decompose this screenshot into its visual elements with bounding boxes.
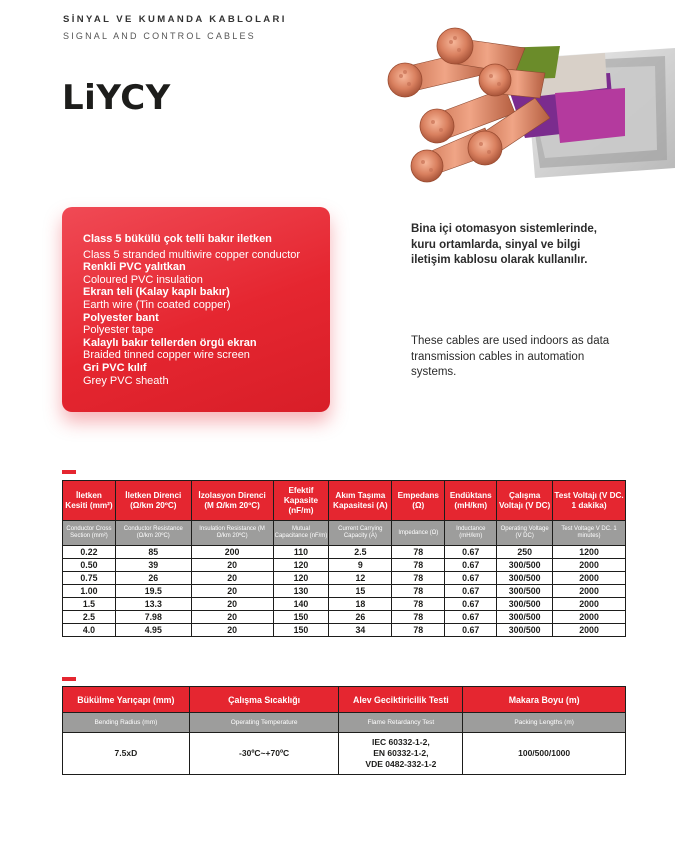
column-header: Efektif Kapasite (nF/m) [273, 481, 329, 521]
table-row [63, 624, 626, 637]
cable-illustration [375, 18, 675, 198]
column-header: Makara Boyu (m) [463, 687, 626, 713]
table-cell: 34 [329, 624, 392, 637]
feature-tr: Gri PVC kılıf [83, 361, 147, 374]
table-cell: 0.67 [445, 559, 497, 572]
column-subheader: Operating Voltage (V DC) [497, 521, 553, 546]
table-cell: 2000 [553, 572, 626, 585]
table-cell: 100/500/1000 [463, 733, 626, 775]
column-header: Test Voltajı (V DC. 1 dakika) [553, 481, 626, 521]
table-cell: 18 [329, 598, 392, 611]
table-cell: 12 [329, 572, 392, 585]
column-header: İzolasyon Direnci (M Ω/km 20ºC) [191, 481, 273, 521]
table-cell: IEC 60332-1-2, EN 60332-1-2, VDE 0482-332-1-2 [339, 733, 463, 775]
feature-tr: Renkli PVC yalıtkan [83, 261, 186, 274]
table-subheader-row [63, 521, 626, 546]
column-subheader: Packing Lengths (m) [463, 713, 626, 733]
table-cell: 140 [273, 598, 329, 611]
section-marker [62, 470, 76, 474]
column-subheader: Impedance (Ω) [392, 521, 445, 546]
table-cell: 2.5 [63, 611, 116, 624]
table-cell: 26 [115, 572, 191, 585]
section-marker [62, 677, 76, 681]
column-header: Alev Geciktiricilik Testi [339, 687, 463, 713]
column-header: İletken Direnci (Ω/km 20ºC) [115, 481, 191, 521]
feature-en: Braided tinned copper wire screen [83, 349, 250, 362]
table-cell: 300/500 [497, 559, 553, 572]
table-row [63, 546, 626, 559]
table-cell: 2000 [553, 624, 626, 637]
feature-en: Earth wire (Tin coated copper) [83, 298, 231, 311]
feature-tr: Class 5 bükülü çok telli bakır iletken [83, 233, 272, 245]
table-cell: 0.67 [445, 598, 497, 611]
table-cell: 2000 [553, 559, 626, 572]
table-cell: 300/500 [497, 624, 553, 637]
table-cell: 2000 [553, 598, 626, 611]
table-row [63, 733, 626, 775]
feature-card [62, 207, 330, 412]
table-cell: 0.67 [445, 624, 497, 637]
table-header-row [63, 481, 626, 521]
table-row [63, 585, 626, 598]
column-header: Çalışma Voltajı (V DC) [497, 481, 553, 521]
table-cell: 0.50 [63, 559, 116, 572]
table-cell: -30ºC~+70ºC [189, 733, 339, 775]
table-cell: 26 [329, 611, 392, 624]
electrical-properties-table [62, 480, 626, 637]
feature-tr: Ekran teli (Kalay kaplı bakır) [83, 286, 230, 299]
table-cell: 7.5xD [63, 733, 190, 775]
column-header: Çalışma Sıcaklığı [189, 687, 339, 713]
column-header: Empedans (Ω) [392, 481, 445, 521]
table-cell: 13.3 [115, 598, 191, 611]
column-header: Bükülme Yarıçapı (mm) [63, 687, 190, 713]
table-cell: 78 [392, 559, 445, 572]
table-cell: 0.75 [63, 572, 116, 585]
table-cell: 85 [115, 546, 191, 559]
description-en: These cables are used indoors as data transmission cables in automation systems. [411, 335, 610, 378]
feature-tr: Polyester bant [83, 311, 159, 324]
column-subheader: Test Voltage V DC. 1 minutes) [553, 521, 626, 546]
table-cell: 120 [273, 572, 329, 585]
table-row [63, 611, 626, 624]
table-cell: 19.5 [115, 585, 191, 598]
table-cell: 300/500 [497, 572, 553, 585]
table-cell: 2000 [553, 611, 626, 624]
table-header-row [63, 687, 626, 713]
table-cell: 20 [191, 598, 273, 611]
table-cell: 78 [392, 572, 445, 585]
table-cell: 150 [273, 611, 329, 624]
column-subheader: Conductor Cross Section (mm²) [63, 521, 116, 546]
feature-en: Polyester tape [83, 324, 154, 337]
column-subheader: Conductor Resistance (Ω/km 20ºC) [115, 521, 191, 546]
table-row [63, 559, 626, 572]
column-header: Endüktans (mH/km) [445, 481, 497, 521]
table-cell: 78 [392, 598, 445, 611]
table-cell: 110 [273, 546, 329, 559]
feature-en: Grey PVC sheath [83, 374, 169, 387]
table-cell: 250 [497, 546, 553, 559]
table-cell: 78 [392, 585, 445, 598]
table-cell: 7.98 [115, 611, 191, 624]
table-cell: 0.67 [445, 611, 497, 624]
table-subheader-row [63, 713, 626, 733]
table-cell: 1.00 [63, 585, 116, 598]
product-title: LiYCY [62, 78, 171, 118]
column-subheader: Bending Radius (mm) [63, 713, 190, 733]
table-cell: 300/500 [497, 611, 553, 624]
feature-en: Coloured PVC insulation [83, 273, 203, 286]
table-cell: 1.5 [63, 598, 116, 611]
table-row [63, 572, 626, 585]
table-cell: 200 [191, 546, 273, 559]
table-cell: 20 [191, 611, 273, 624]
table-cell: 0.67 [445, 572, 497, 585]
table-cell: 0.67 [445, 585, 497, 598]
table-cell: 120 [273, 559, 329, 572]
table-cell: 20 [191, 572, 273, 585]
table-cell: 78 [392, 624, 445, 637]
table-cell: 2000 [553, 585, 626, 598]
column-subheader: Insulation Resistance (M Ω/km 20ºC) [191, 521, 273, 546]
table-cell: 0.67 [445, 546, 497, 559]
description-tr: Bina içi otomasyon sistemlerinde, kuru ortamlarda, sinyal ve bilgi iletişim kablosu olarak kullanılır. [411, 223, 597, 266]
column-header: İletken Kesiti (mm²) [63, 481, 116, 521]
table-cell: 20 [191, 585, 273, 598]
table-cell: 0.22 [63, 546, 116, 559]
category-title-tr: SİNYAL VE KUMANDA KABLOLARI [63, 14, 287, 25]
table-cell: 20 [191, 559, 273, 572]
table-cell: 20 [191, 624, 273, 637]
table-cell: 2.5 [329, 546, 392, 559]
table-cell: 150 [273, 624, 329, 637]
column-subheader: Mutual Capacitance (nF/m) [273, 521, 329, 546]
column-subheader: Operating Temperature [189, 713, 339, 733]
table-cell: 4.0 [63, 624, 116, 637]
table-cell: 39 [115, 559, 191, 572]
column-subheader: Flame Retardancy Test [339, 713, 463, 733]
column-header: Akım Taşıma Kapasitesi (A) [329, 481, 392, 521]
table-cell: 78 [392, 546, 445, 559]
mechanical-properties-table [62, 686, 626, 775]
table-cell: 9 [329, 559, 392, 572]
table-cell: 4.95 [115, 624, 191, 637]
table-cell: 300/500 [497, 598, 553, 611]
column-subheader: Current Carrying Capacity (A) [329, 521, 392, 546]
table-row [63, 598, 626, 611]
column-subheader: Inductance (mH/km) [445, 521, 497, 546]
table-cell: 1200 [553, 546, 626, 559]
category-title-en: SIGNAL AND CONTROL CABLES [63, 31, 256, 41]
table-cell: 15 [329, 585, 392, 598]
table-cell: 130 [273, 585, 329, 598]
table-cell: 78 [392, 611, 445, 624]
feature-en: Class 5 stranded multiwire copper conductor [83, 248, 301, 261]
table-cell: 300/500 [497, 585, 553, 598]
feature-tr: Kalaylı bakır tellerden örgü ekran [83, 336, 257, 349]
